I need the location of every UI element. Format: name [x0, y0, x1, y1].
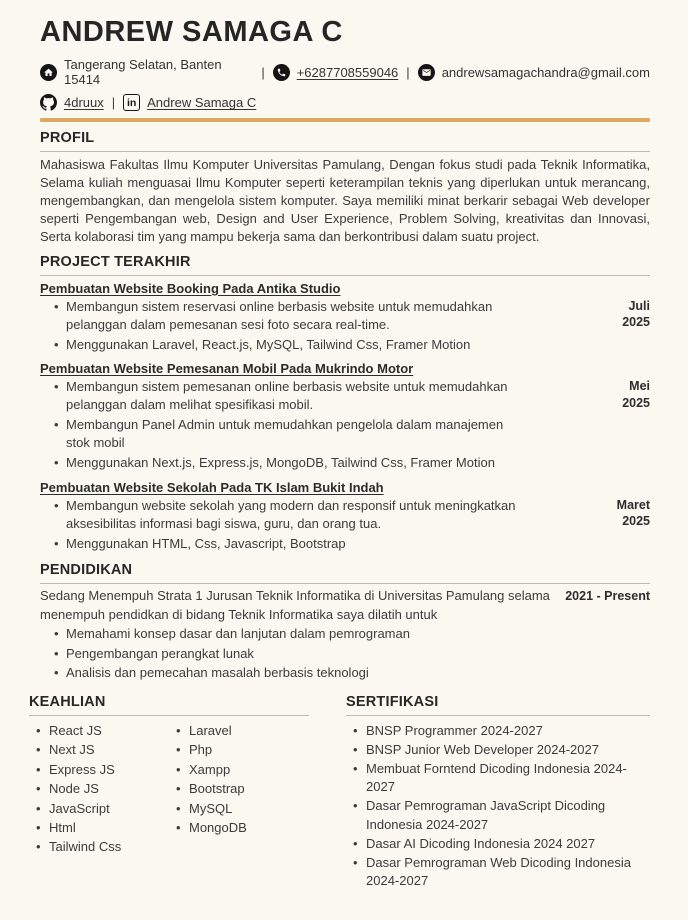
project-date	[518, 378, 650, 473]
keahlian-title: KEAHLIAN	[29, 694, 309, 716]
github-link[interactable]: 4druux	[64, 95, 104, 111]
keahlian-column-1	[29, 722, 169, 858]
separator: |	[406, 64, 410, 80]
cert-item: • Membuat Forntend Dicoding Indonesia 2024-2027	[346, 760, 650, 796]
skill-item: • JavaScript	[29, 800, 169, 818]
skill-item: • Php	[169, 741, 309, 759]
project-date-month: Mei	[629, 379, 650, 394]
project-date-year: 2025	[622, 315, 650, 330]
skill-item: • Tailwind Css	[29, 838, 169, 856]
project-date	[518, 298, 650, 356]
skill-item: • Bootstrap	[169, 780, 309, 798]
project-item-1	[40, 281, 650, 356]
project-item-3	[40, 480, 650, 555]
pendidikan-date: 2021 - Present	[565, 589, 650, 604]
skill-item: • Xampp	[169, 761, 309, 779]
section-profil	[40, 130, 650, 246]
bullet-item: • Analisis dan pemecahan masalah berbasis teknologi	[40, 664, 560, 682]
bullet-item: • Membangun Panel Admin untuk memudahkan pengelola dalam manajemen stok mobil	[40, 416, 518, 452]
bullet-item: • Menggunakan Next.js, Express.js, MongoDB, Tailwind Css, Framer Motion	[40, 454, 518, 472]
pendidikan-title: PENDIDIKAN	[40, 562, 650, 584]
bullet-item: • Membangun website sekolah yang modern dan responsif untuk meningkatkan aksesibilitas informasi bagi siswa, guru, dan orang tua.	[40, 497, 518, 533]
home-icon	[40, 64, 57, 81]
project-title: Pembuatan Website Pemesanan Mobil Pada Mukrindo Motor	[40, 361, 414, 377]
project-date-year: 2025	[622, 395, 650, 410]
resume-header	[40, 16, 650, 122]
cert-item: • Dasar AI Dicoding Indonesia 2024 2027	[346, 835, 650, 853]
keahlian-column-2	[169, 722, 309, 858]
resume-name: ANDREW SAMAGA C	[40, 16, 343, 48]
pendidikan-content	[40, 587, 560, 683]
separator: |	[111, 95, 116, 111]
skill-item: • Node JS	[29, 780, 169, 798]
pendidikan-intro: Sedang Menempuh Strata 1 Jurusan Teknik Informatika di Universitas Pamulang selama menempuh pendidkan di bidang Teknik Informatika saya dilatih untuk	[40, 588, 550, 622]
bullet-item: • Menggunakan HTML, Css, Javascript, Bootstrap	[40, 535, 518, 553]
project-bullets	[40, 298, 518, 356]
github-icon	[40, 94, 57, 111]
email-icon	[418, 64, 435, 81]
cert-item: • BNSP Programmer 2024-2027	[346, 722, 650, 740]
contact-row-2	[40, 94, 650, 111]
project-bullets	[40, 378, 518, 473]
linkedin-link[interactable]: Andrew Samaga C	[147, 95, 257, 111]
project-item-2	[40, 361, 650, 473]
project-title: Pembuatan Website Booking Pada Antika Studio	[40, 280, 341, 296]
section-pendidikan	[40, 562, 650, 683]
location-text: Tangerang Selatan, Banten 15414	[64, 57, 222, 88]
bullet-item: • Membangun sistem reservasi online berbasis website untuk memudahkan pelanggan dalam pemesanan sesi foto secara real-time.	[40, 298, 518, 334]
sertifikasi-title: SERTIFIKASI	[346, 694, 650, 716]
project-date-month: Juli	[628, 298, 650, 313]
contact-row-1	[40, 57, 650, 87]
separator: |	[261, 64, 265, 80]
project-bullets	[40, 497, 518, 555]
cert-item: • Dasar Pemrograman Web Dicoding Indonesia 2024-2027	[346, 854, 650, 890]
skill-item: • React JS	[29, 722, 169, 740]
skill-item: • MongoDB	[169, 819, 309, 837]
section-sertifikasi	[346, 694, 650, 892]
header-divider	[40, 118, 650, 122]
bullet-item: • Memahami konsep dasar dan lanjutan dalam pemrograman	[40, 625, 560, 643]
project-date-month: Maret	[616, 497, 650, 512]
section-keahlian	[29, 694, 309, 892]
skill-item: • Next JS	[29, 741, 169, 759]
bullet-item: • Menggunakan Laravel, React.js, MySQL, Tailwind Css, Framer Motion	[40, 336, 518, 354]
bullet-item: • Pengembangan perangkat lunak	[40, 645, 560, 663]
cert-item: • BNSP Junior Web Developer 2024-2027	[346, 741, 650, 759]
phone-link[interactable]: +6287708559046	[296, 64, 399, 80]
section-projects	[40, 254, 650, 555]
linkedin-icon: in	[123, 94, 140, 111]
skill-item: • Html	[29, 819, 169, 837]
skill-item: • MySQL	[169, 800, 309, 818]
skill-item: • Laravel	[169, 722, 309, 740]
phone-icon	[273, 64, 290, 81]
project-date-year: 2025	[622, 514, 650, 529]
projects-title: PROJECT TERAKHIR	[40, 254, 650, 276]
project-title: Pembuatan Website Sekolah Pada TK Islam Bukit Indah	[40, 479, 384, 495]
project-date	[518, 497, 650, 555]
profil-title: PROFIL	[40, 130, 650, 152]
cert-item: • Dasar Pemrograman JavaScript Dicoding Indonesia 2024-2027	[346, 797, 650, 833]
skill-item: • Express JS	[29, 761, 169, 779]
bottom-columns	[29, 694, 650, 892]
email-text: andrewsamagachandra@gmail.com	[441, 64, 650, 80]
bullet-item: • Membangun sistem pemesanan online berbasis website untuk memudahkan pelanggan dalam melihat spesifikasi mobil.	[40, 378, 518, 414]
profil-body: Mahasiswa Fakultas Ilmu Komputer Universitas Pamulang, Dengan fokus studi pada Teknik Informatika, Selama kuliah menguasai Ilmu Komputer seperti keterampilan teknis yang diperlukan untuk merancang, mengembangkan, dan mengelola sistem komputer. Saya memiliki minat berkarir sebagai Web developer seperti Pengembangan web, Design and User Experience, Problem Solving, kreativitas dan Innovasi, Serta kolaborasi tim yang mampu bekerja sama dan berkontribusi dalam suatu project.	[40, 156, 650, 244]
